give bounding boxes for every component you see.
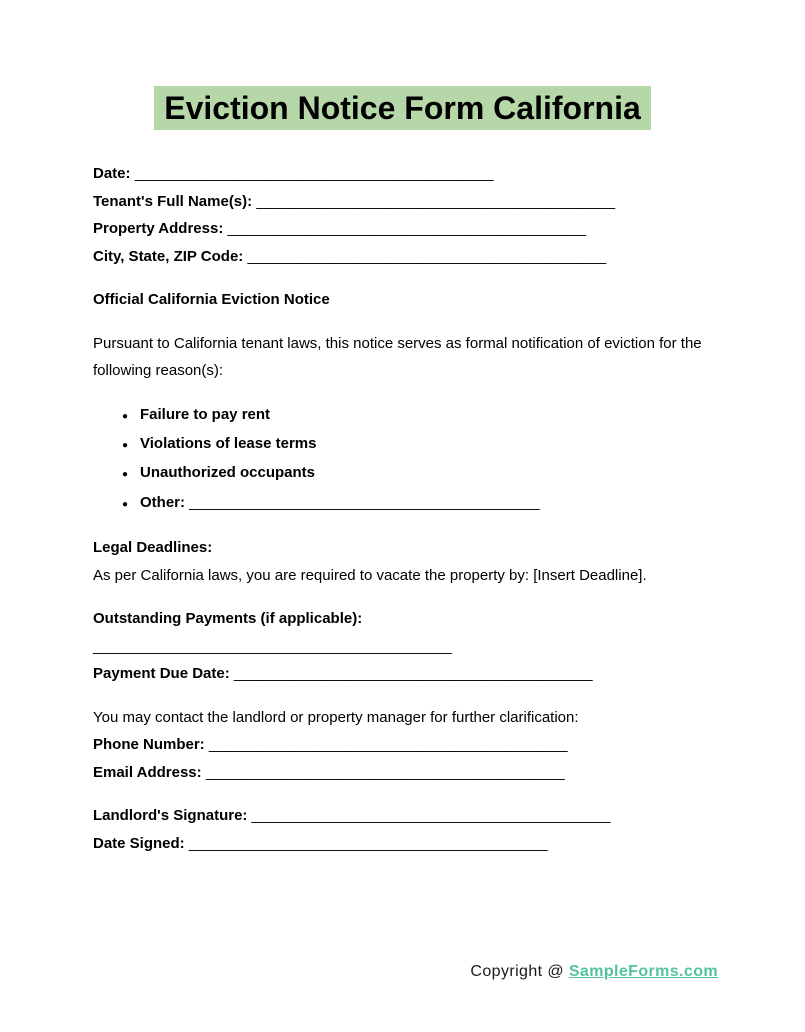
field-landlord-signature-label: Landlord's Signature: (93, 807, 248, 825)
field-date-signed-blank: ___________________________________________ (188, 834, 548, 852)
notice-heading: Official California Eviction Notice (93, 291, 330, 308)
reason-other (140, 489, 540, 516)
field-city-state-zip (93, 243, 717, 271)
field-date-blank: ___________________________________________ (134, 165, 494, 182)
copyright-text: Copyright @ (470, 963, 564, 980)
field-payment-due-date-blank: ___________________________________________ (233, 665, 593, 683)
reason-other-label: Other: (140, 493, 185, 511)
sampleforms-link[interactable]: SampleForms.com (568, 963, 718, 980)
bullet-icon: ● (122, 498, 129, 510)
bullet-icon: ● (122, 410, 129, 422)
reason-item-failure-to-pay (93, 401, 717, 430)
field-email-address-label: Email Address: (93, 763, 202, 781)
reasons-list (93, 401, 717, 519)
field-payment-due-date (93, 660, 717, 688)
field-tenant-name-label: Tenant's Full Name(s): (93, 192, 253, 210)
reason-text: Violations of lease terms (140, 434, 317, 452)
outstanding-payments-blank: ___________________________________________ (93, 637, 452, 655)
document-content (93, 160, 717, 857)
field-email-address-blank: ___________________________________________ (205, 763, 565, 781)
notice-intro: Pursuant to California tenant laws, this notice serves as formal notification of eviction for the following reason(s): (93, 334, 702, 379)
field-tenant-name-blank: ___________________________________________ (256, 192, 616, 210)
field-date-signed-label: Date Signed: (93, 834, 185, 852)
title-row (0, 86, 805, 130)
field-property-address (93, 215, 717, 243)
field-payment-due-date-label: Payment Due Date: (93, 665, 230, 683)
field-phone-number-label: Phone Number: (93, 736, 205, 754)
contact-intro: You may contact the landlord or property manager for further clarification: (93, 708, 579, 726)
reason-item-lease-violations (93, 430, 717, 459)
field-property-address-label: Property Address: (93, 220, 224, 237)
reason-text: Unauthorized occupants (140, 464, 316, 482)
field-phone-number-blank: ___________________________________________ (208, 736, 568, 754)
field-email-address (93, 759, 717, 787)
footer (470, 963, 718, 981)
field-phone-number (93, 731, 717, 759)
field-date (93, 160, 717, 188)
reason-item-unauthorized-occupants (93, 459, 717, 488)
field-tenant-name (93, 188, 717, 216)
document-title: Eviction Notice Form California (154, 86, 651, 130)
legal-deadlines-heading: Legal Deadlines: (93, 539, 213, 557)
field-date-label: Date: (93, 165, 131, 182)
reason-item-other (93, 489, 717, 518)
field-date-signed (93, 830, 717, 858)
field-city-state-zip-label: City, State, ZIP Code: (93, 247, 244, 265)
outstanding-payments-heading: Outstanding Payments (if applicable): (93, 610, 363, 628)
bullet-icon: ● (122, 439, 129, 451)
reason-other-blank: __________________________________________ (189, 493, 540, 511)
field-landlord-signature (93, 802, 717, 830)
field-landlord-signature-blank: ___________________________________________ (251, 807, 611, 825)
bullet-icon: ● (122, 469, 129, 481)
field-property-address-blank: ___________________________________________ (227, 220, 587, 237)
legal-deadlines-body: As per California laws, you are required to vacate the property by: [Insert Deadline]. (93, 566, 647, 584)
field-city-state-zip-blank: ___________________________________________ (247, 247, 607, 265)
reason-text: Failure to pay rent (140, 405, 271, 423)
